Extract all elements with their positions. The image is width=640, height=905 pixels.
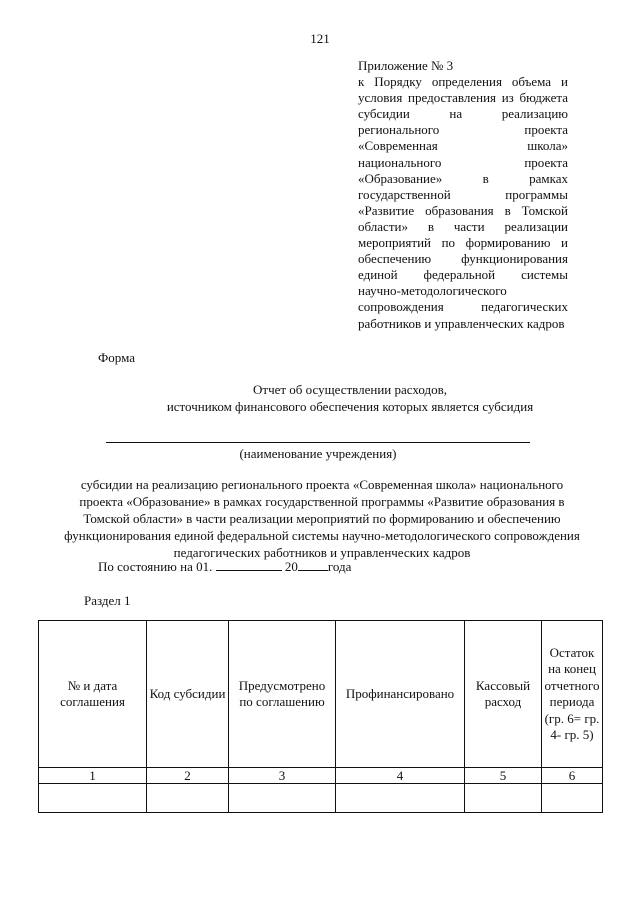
report-table bbox=[38, 620, 603, 813]
column-number: 4 bbox=[336, 768, 465, 784]
page-number: 121 bbox=[310, 31, 330, 46]
header-agreement: № и дата соглашения bbox=[39, 621, 147, 768]
appendix-text: к Порядку определения объема и условия предоставления из бюджета субсидии на реализацию регионального проекта «Современная школа» национального проекта «Образование» в рамках государственной программы «Развитие образования в Томской области» в части реализации мероприятий по формированию и обеспечению функционирования единой федеральной системы научно-методологического сопровождения педагогических работников и управленческих кадров bbox=[358, 74, 568, 331]
table-cell bbox=[229, 784, 336, 813]
table-cell bbox=[147, 784, 229, 813]
as-of-suffix: года bbox=[327, 559, 352, 574]
form-label: Форма bbox=[98, 350, 135, 365]
appendix-block bbox=[358, 58, 568, 332]
table-row bbox=[39, 784, 603, 813]
header-financed: Профинансировано bbox=[336, 621, 465, 768]
column-number: 5 bbox=[465, 768, 542, 784]
institution-name-line bbox=[106, 442, 530, 443]
section-label: Раздел 1 bbox=[84, 593, 131, 608]
table-cell bbox=[542, 784, 603, 813]
report-title bbox=[0, 381, 640, 415]
as-of-date bbox=[98, 559, 351, 575]
column-number: 1 bbox=[39, 768, 147, 784]
report-title-line-1: Отчет об осуществлении расходов, bbox=[253, 382, 447, 397]
header-subsidy-code: Код субсидии bbox=[147, 621, 229, 768]
subsidy-description: субсидии на реализацию регионального проекта «Современная школа» национального проекта «Образование» в рамках государственной программы «Развитие образования в Томской области» в части реализации мероприятий по формированию и обеспечению функционирования единой федеральной системы научно-методологического сопровождения педагогических работников и управленческих кадров bbox=[64, 477, 580, 560]
table-cell bbox=[465, 784, 542, 813]
report-title-line-2: источником финансового обеспечения которых является субсидия bbox=[166, 399, 534, 414]
appendix-title: Приложение № 3 bbox=[358, 58, 454, 73]
year-blank bbox=[298, 559, 328, 571]
column-number: 6 bbox=[542, 768, 603, 784]
column-number-row bbox=[39, 768, 603, 784]
year-prefix: 20 bbox=[284, 559, 298, 574]
column-number: 2 bbox=[147, 768, 229, 784]
header-balance: Остаток на конец отчетного периода (гр. 6= гр. 4- гр. 5) bbox=[542, 621, 603, 768]
column-number: 3 bbox=[229, 768, 336, 784]
month-blank bbox=[216, 559, 282, 571]
institution-caption: (наименование учреждения) bbox=[239, 446, 397, 461]
table-header-row bbox=[39, 621, 603, 768]
header-planned: Предусмотрено по соглашению bbox=[229, 621, 336, 768]
table-cell bbox=[39, 784, 147, 813]
as-of-prefix: По состоянию на 01. bbox=[98, 559, 213, 574]
table-cell bbox=[336, 784, 465, 813]
header-cash-expense: Кассовый расход bbox=[465, 621, 542, 768]
